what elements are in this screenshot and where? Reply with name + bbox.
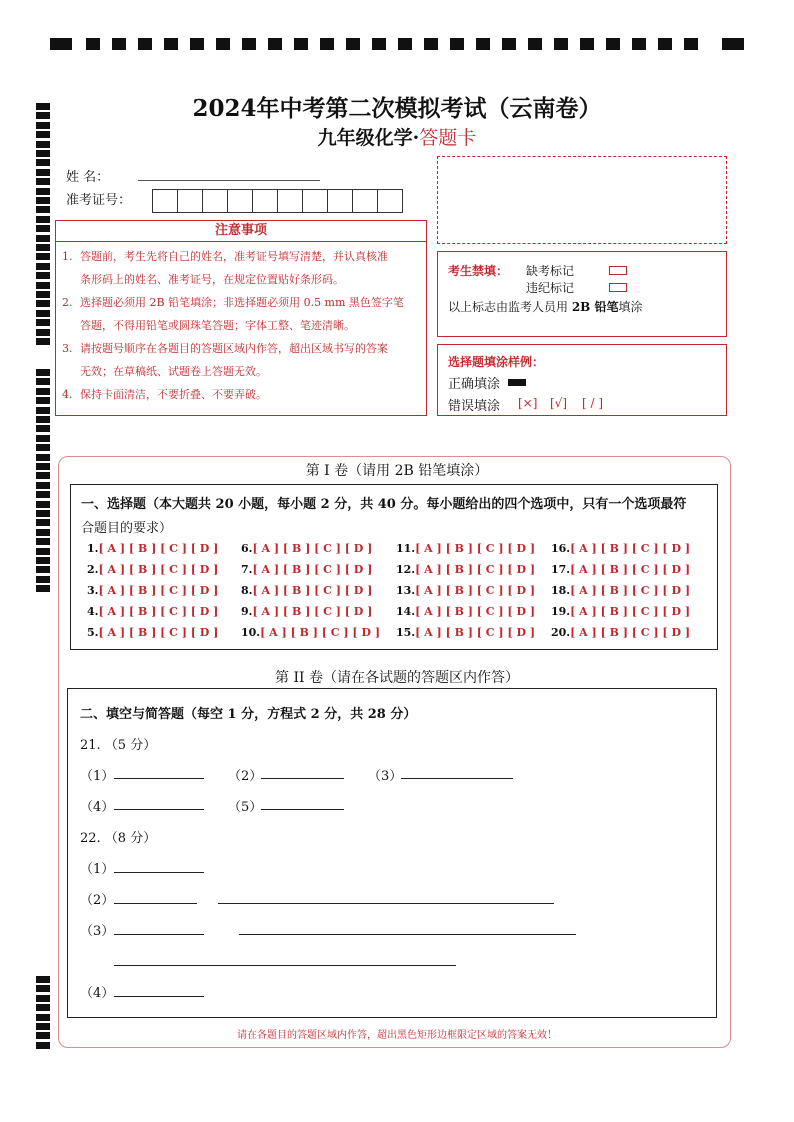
subtitle-main: 九年级化学· (317, 127, 420, 149)
question-number: 6. (241, 542, 253, 555)
violation-mark-box[interactable] (609, 283, 627, 292)
timing-mark (36, 416, 50, 423)
answer-blank-long[interactable] (239, 934, 576, 935)
question-number: 19. (551, 605, 571, 618)
answer-blank[interactable] (114, 934, 204, 935)
exam-id-digit-box[interactable] (252, 189, 278, 213)
timing-mark (36, 425, 50, 432)
blank-label-4: （4） (80, 986, 115, 1001)
answer-options[interactable]: [ A ] [ B ] [ C ] [ D ] (252, 542, 373, 555)
proctor-note: 以上标志由监考人员用 2B 铅笔填涂 (448, 300, 643, 314)
timing-mark (450, 38, 464, 50)
sample-title: 选择题填涂样例： (448, 355, 545, 369)
mc-question[interactable] (87, 626, 218, 639)
fill-sample-box (437, 344, 727, 416)
timing-mark (36, 397, 50, 404)
timing-mark (112, 38, 126, 50)
question-number: 1. (87, 542, 99, 555)
exam-id-digit-box[interactable] (277, 189, 303, 213)
exam-id-digit-box[interactable] (177, 189, 203, 213)
exam-id-label: 准考证号： (66, 193, 132, 208)
timing-mark (346, 38, 360, 50)
timing-mark (36, 388, 50, 395)
exam-id-digit-box[interactable] (352, 189, 378, 213)
question-number: 5. (87, 626, 99, 639)
wrong-fill-mark: [×] (518, 396, 538, 410)
question-number: 4. (87, 605, 99, 618)
timing-mark (36, 253, 50, 260)
answer-blank-long[interactable] (218, 903, 554, 904)
blank-label-2: （2） (228, 769, 263, 784)
timing-mark (502, 38, 516, 50)
answer-blank[interactable] (261, 809, 344, 810)
exam-id-digit-box[interactable] (302, 189, 328, 213)
timing-mark (36, 548, 50, 555)
timing-mark (36, 557, 50, 564)
question-22-label: 22. （8 分） (80, 831, 157, 846)
timing-mark (36, 272, 50, 279)
question-number: 11. (396, 542, 416, 555)
page-title: 2024年中考第二次模拟考试（云南卷） (192, 95, 602, 122)
mc-question[interactable] (396, 605, 535, 618)
timing-mark (36, 282, 50, 289)
timing-mark (36, 369, 50, 376)
mc-instructions-cont: 合题目的要求） (81, 521, 173, 536)
answer-options[interactable]: [ A ] [ B ] [ C ] [ D ] (252, 584, 373, 597)
question-number: 12. (396, 563, 416, 576)
exam-id-digit-box[interactable] (152, 189, 178, 213)
answer-options[interactable]: [ A ] [ B ] [ C ] [ D ] (260, 626, 381, 639)
notice-item: 4. 保持卡面清洁，不要折叠、不要弄破。 (62, 388, 267, 401)
answer-options[interactable]: [ A ] [ B ] [ C ] [ D ] (98, 563, 219, 576)
timing-mark (320, 38, 334, 50)
name-field[interactable] (138, 180, 320, 181)
mc-question[interactable] (241, 563, 372, 576)
mc-question[interactable] (87, 563, 218, 576)
timing-mark (36, 235, 50, 242)
wrong-fill-label: 错误填涂 (448, 399, 501, 414)
timing-mark (606, 38, 620, 50)
exam-id-boxes (152, 189, 402, 213)
timing-mark (36, 576, 50, 583)
answer-options[interactable]: [ A ] [ B ] [ C ] [ D ] (570, 584, 691, 597)
answer-blank[interactable] (401, 778, 513, 779)
timing-mark (138, 38, 152, 50)
timing-mark (36, 178, 50, 185)
question-number: 18. (551, 584, 571, 597)
answer-blank[interactable] (114, 996, 204, 997)
answer-options[interactable]: [ A ] [ B ] [ C ] [ D ] (98, 584, 219, 597)
mc-question[interactable] (551, 563, 690, 576)
mc-question[interactable] (551, 584, 690, 597)
answer-options[interactable]: [ A ] [ B ] [ C ] [ D ] (415, 542, 536, 555)
notice-box (55, 220, 427, 416)
timing-mark (36, 444, 50, 451)
multiple-choice-box (70, 484, 718, 650)
blank-label-4: （4） (80, 800, 115, 815)
timing-mark (36, 150, 50, 157)
mc-question[interactable] (241, 605, 372, 618)
answer-blank[interactable] (114, 872, 204, 873)
answer-blank[interactable] (261, 778, 344, 779)
exam-id-digit-box[interactable] (377, 189, 403, 213)
timing-mark (36, 985, 50, 992)
timing-mark (36, 225, 50, 232)
timing-mark (36, 338, 50, 345)
timing-mark (684, 38, 698, 50)
answer-options[interactable]: [ A ] [ B ] [ C ] [ D ] (252, 605, 373, 618)
answer-options[interactable]: [ A ] [ B ] [ C ] [ D ] (98, 605, 219, 618)
forbid-label: 考生禁填： (448, 264, 509, 278)
timing-mark (36, 291, 50, 298)
timing-mark (658, 38, 672, 50)
timing-mark (36, 216, 50, 223)
fill-section-heading: 二、填空与简答题（每空 1 分，方程式 2 分，共 28 分） (80, 707, 417, 722)
question-21-label: 21. （5 分） (80, 738, 157, 753)
timing-mark (36, 378, 50, 385)
timing-mark (36, 244, 50, 251)
name-label: 姓 名： (66, 170, 110, 185)
absent-mark-label: 缺考标记 (526, 264, 575, 278)
blank-label-3: （3） (80, 924, 115, 939)
timing-mark (242, 38, 256, 50)
blank-label-5: （5） (228, 800, 263, 815)
timing-mark (36, 263, 50, 270)
mc-question[interactable] (87, 542, 218, 555)
answer-options[interactable]: [ A ] [ B ] [ C ] [ D ] (570, 626, 691, 639)
mc-question[interactable] (551, 605, 690, 618)
mc-question[interactable] (396, 626, 535, 639)
answer-blank-long[interactable] (114, 965, 456, 966)
answer-options[interactable]: [ A ] [ B ] [ C ] [ D ] (98, 542, 219, 555)
answer-blank[interactable] (114, 809, 204, 810)
timing-mark (36, 169, 50, 176)
question-number: 14. (396, 605, 416, 618)
violation-mark-label: 违纪标记 (526, 281, 575, 295)
notice-item: 2. 选择题必须用 2B 铅笔填涂；非选择题必须用 0.5 mm 黑色签字笔 答题，不得用铅笔或圆珠笔答题；字体工整、笔迹清晰。 (62, 296, 404, 332)
answer-options[interactable]: [ A ] [ B ] [ C ] [ D ] (570, 542, 691, 555)
timing-mark (268, 38, 282, 50)
blank-label-3: （3） (368, 769, 403, 784)
timing-mark (36, 1014, 50, 1021)
absent-mark-box[interactable] (609, 266, 627, 275)
timing-mark (50, 38, 72, 50)
timing-mark (36, 407, 50, 414)
timing-mark (36, 995, 50, 1002)
question-number: 13. (396, 584, 416, 597)
timing-mark (36, 1004, 50, 1011)
barcode-area (437, 156, 727, 244)
timing-mark (86, 38, 100, 50)
question-number: 9. (241, 605, 253, 618)
wrong-fill-mark: [√] (550, 396, 568, 410)
proctor-marks-box (437, 251, 727, 337)
correct-fill-label: 正确填涂 (448, 377, 501, 392)
mc-question[interactable] (87, 605, 218, 618)
correct-fill-mark (508, 379, 526, 386)
timing-mark (554, 38, 568, 50)
timing-mark (476, 38, 490, 50)
answer-options[interactable]: [ A ] [ B ] [ C ] [ D ] (415, 626, 536, 639)
timing-mark (372, 38, 386, 50)
timing-mark (398, 38, 412, 50)
timing-mark (36, 329, 50, 336)
timing-mark (294, 38, 308, 50)
notice-item: 3. 请按题号顺序在各题目的答题区域内作答，超出区域书写的答案 无效；在草稿纸、试题卷上答题无效。 (62, 342, 388, 378)
timing-mark (36, 435, 50, 442)
part2-title: 第 II 卷（请在各试题的答题区内作答） (275, 670, 519, 686)
timing-mark (36, 976, 50, 983)
mc-instructions: 一、选择题（本大题共 20 小题，每小题 2 分，共 40 分。每小题给出的四个选项中，只有一个选项最符 (81, 497, 687, 512)
timing-mark (36, 529, 50, 536)
question-number: 8. (241, 584, 253, 597)
question-number: 16. (551, 542, 571, 555)
timing-mark (36, 310, 50, 317)
question-number: 2. (87, 563, 99, 576)
timing-mark (36, 300, 50, 307)
timing-mark (580, 38, 594, 50)
timing-mark (36, 197, 50, 204)
timing-mark (36, 206, 50, 213)
timing-mark (722, 38, 744, 50)
question-number: 20. (551, 626, 571, 639)
notice-item: 1. 答题前，考生先将自己的姓名，准考证号填写清楚，并认真核准 条形码上的姓名、准考证号，在规定位置贴好条形码。 (62, 250, 388, 286)
timing-mark (36, 585, 50, 592)
timing-mark (36, 566, 50, 573)
timing-mark (36, 491, 50, 498)
exam-id-digit-box[interactable] (327, 189, 353, 213)
timing-mark (632, 38, 646, 50)
question-number: 7. (241, 563, 253, 576)
page-subtitle (0, 123, 794, 150)
answer-blank[interactable] (114, 903, 197, 904)
answer-options[interactable]: [ A ] [ B ] [ C ] [ D ] (415, 563, 536, 576)
timing-mark (36, 501, 50, 508)
mc-question[interactable] (396, 542, 535, 555)
mc-question[interactable] (241, 542, 372, 555)
part1-title: 第 I 卷（请用 2B 铅笔填涂） (305, 463, 489, 479)
answer-blank[interactable] (114, 778, 204, 779)
subtitle-answer-card: 答题卡 (419, 127, 477, 149)
fill-answer-box (67, 688, 717, 1018)
question-number: 10. (241, 626, 261, 639)
answer-options[interactable]: [ A ] [ B ] [ C ] [ D ] (570, 563, 691, 576)
timing-mark (36, 159, 50, 166)
question-number: 3. (87, 584, 99, 597)
exam-id-digit-box[interactable] (227, 189, 253, 213)
timing-mark (190, 38, 204, 50)
timing-mark (164, 38, 178, 50)
timing-mark (36, 319, 50, 326)
mc-question[interactable] (396, 563, 535, 576)
mc-question[interactable] (396, 584, 535, 597)
mc-question[interactable] (241, 584, 372, 597)
question-number: 17. (551, 563, 571, 576)
mc-question[interactable] (87, 584, 218, 597)
blank-label-2: （2） (80, 893, 115, 908)
answer-options[interactable]: [ A ] [ B ] [ C ] [ D ] (98, 626, 219, 639)
blank-label-1: （1） (80, 862, 115, 877)
timing-mark (216, 38, 230, 50)
exam-id-digit-box[interactable] (202, 189, 228, 213)
timing-mark (36, 538, 50, 545)
answer-options[interactable]: [ A ] [ B ] [ C ] [ D ] (252, 563, 373, 576)
question-number: 15. (396, 626, 416, 639)
timing-mark (36, 482, 50, 489)
timing-mark (36, 188, 50, 195)
answer-options[interactable]: [ A ] [ B ] [ C ] [ D ] (415, 605, 536, 618)
mc-question[interactable] (551, 626, 690, 639)
footer-warning: 请在各题目的答题区域内作答，超出黑色矩形边框限定区域的答案无效！ (237, 1030, 557, 1041)
mc-question[interactable] (241, 626, 380, 639)
timing-mark (424, 38, 438, 50)
answer-options[interactable]: [ A ] [ B ] [ C ] [ D ] (570, 605, 691, 618)
mc-question[interactable] (551, 542, 690, 555)
timing-mark (36, 1042, 50, 1049)
wrong-fill-mark: [ / ] (582, 396, 604, 410)
timing-mark (528, 38, 542, 50)
timing-mark (36, 510, 50, 517)
timing-mark (36, 519, 50, 526)
blank-label-1: （1） (80, 769, 115, 784)
answer-options[interactable]: [ A ] [ B ] [ C ] [ D ] (415, 584, 536, 597)
notice-heading: 注意事项 (56, 221, 426, 242)
